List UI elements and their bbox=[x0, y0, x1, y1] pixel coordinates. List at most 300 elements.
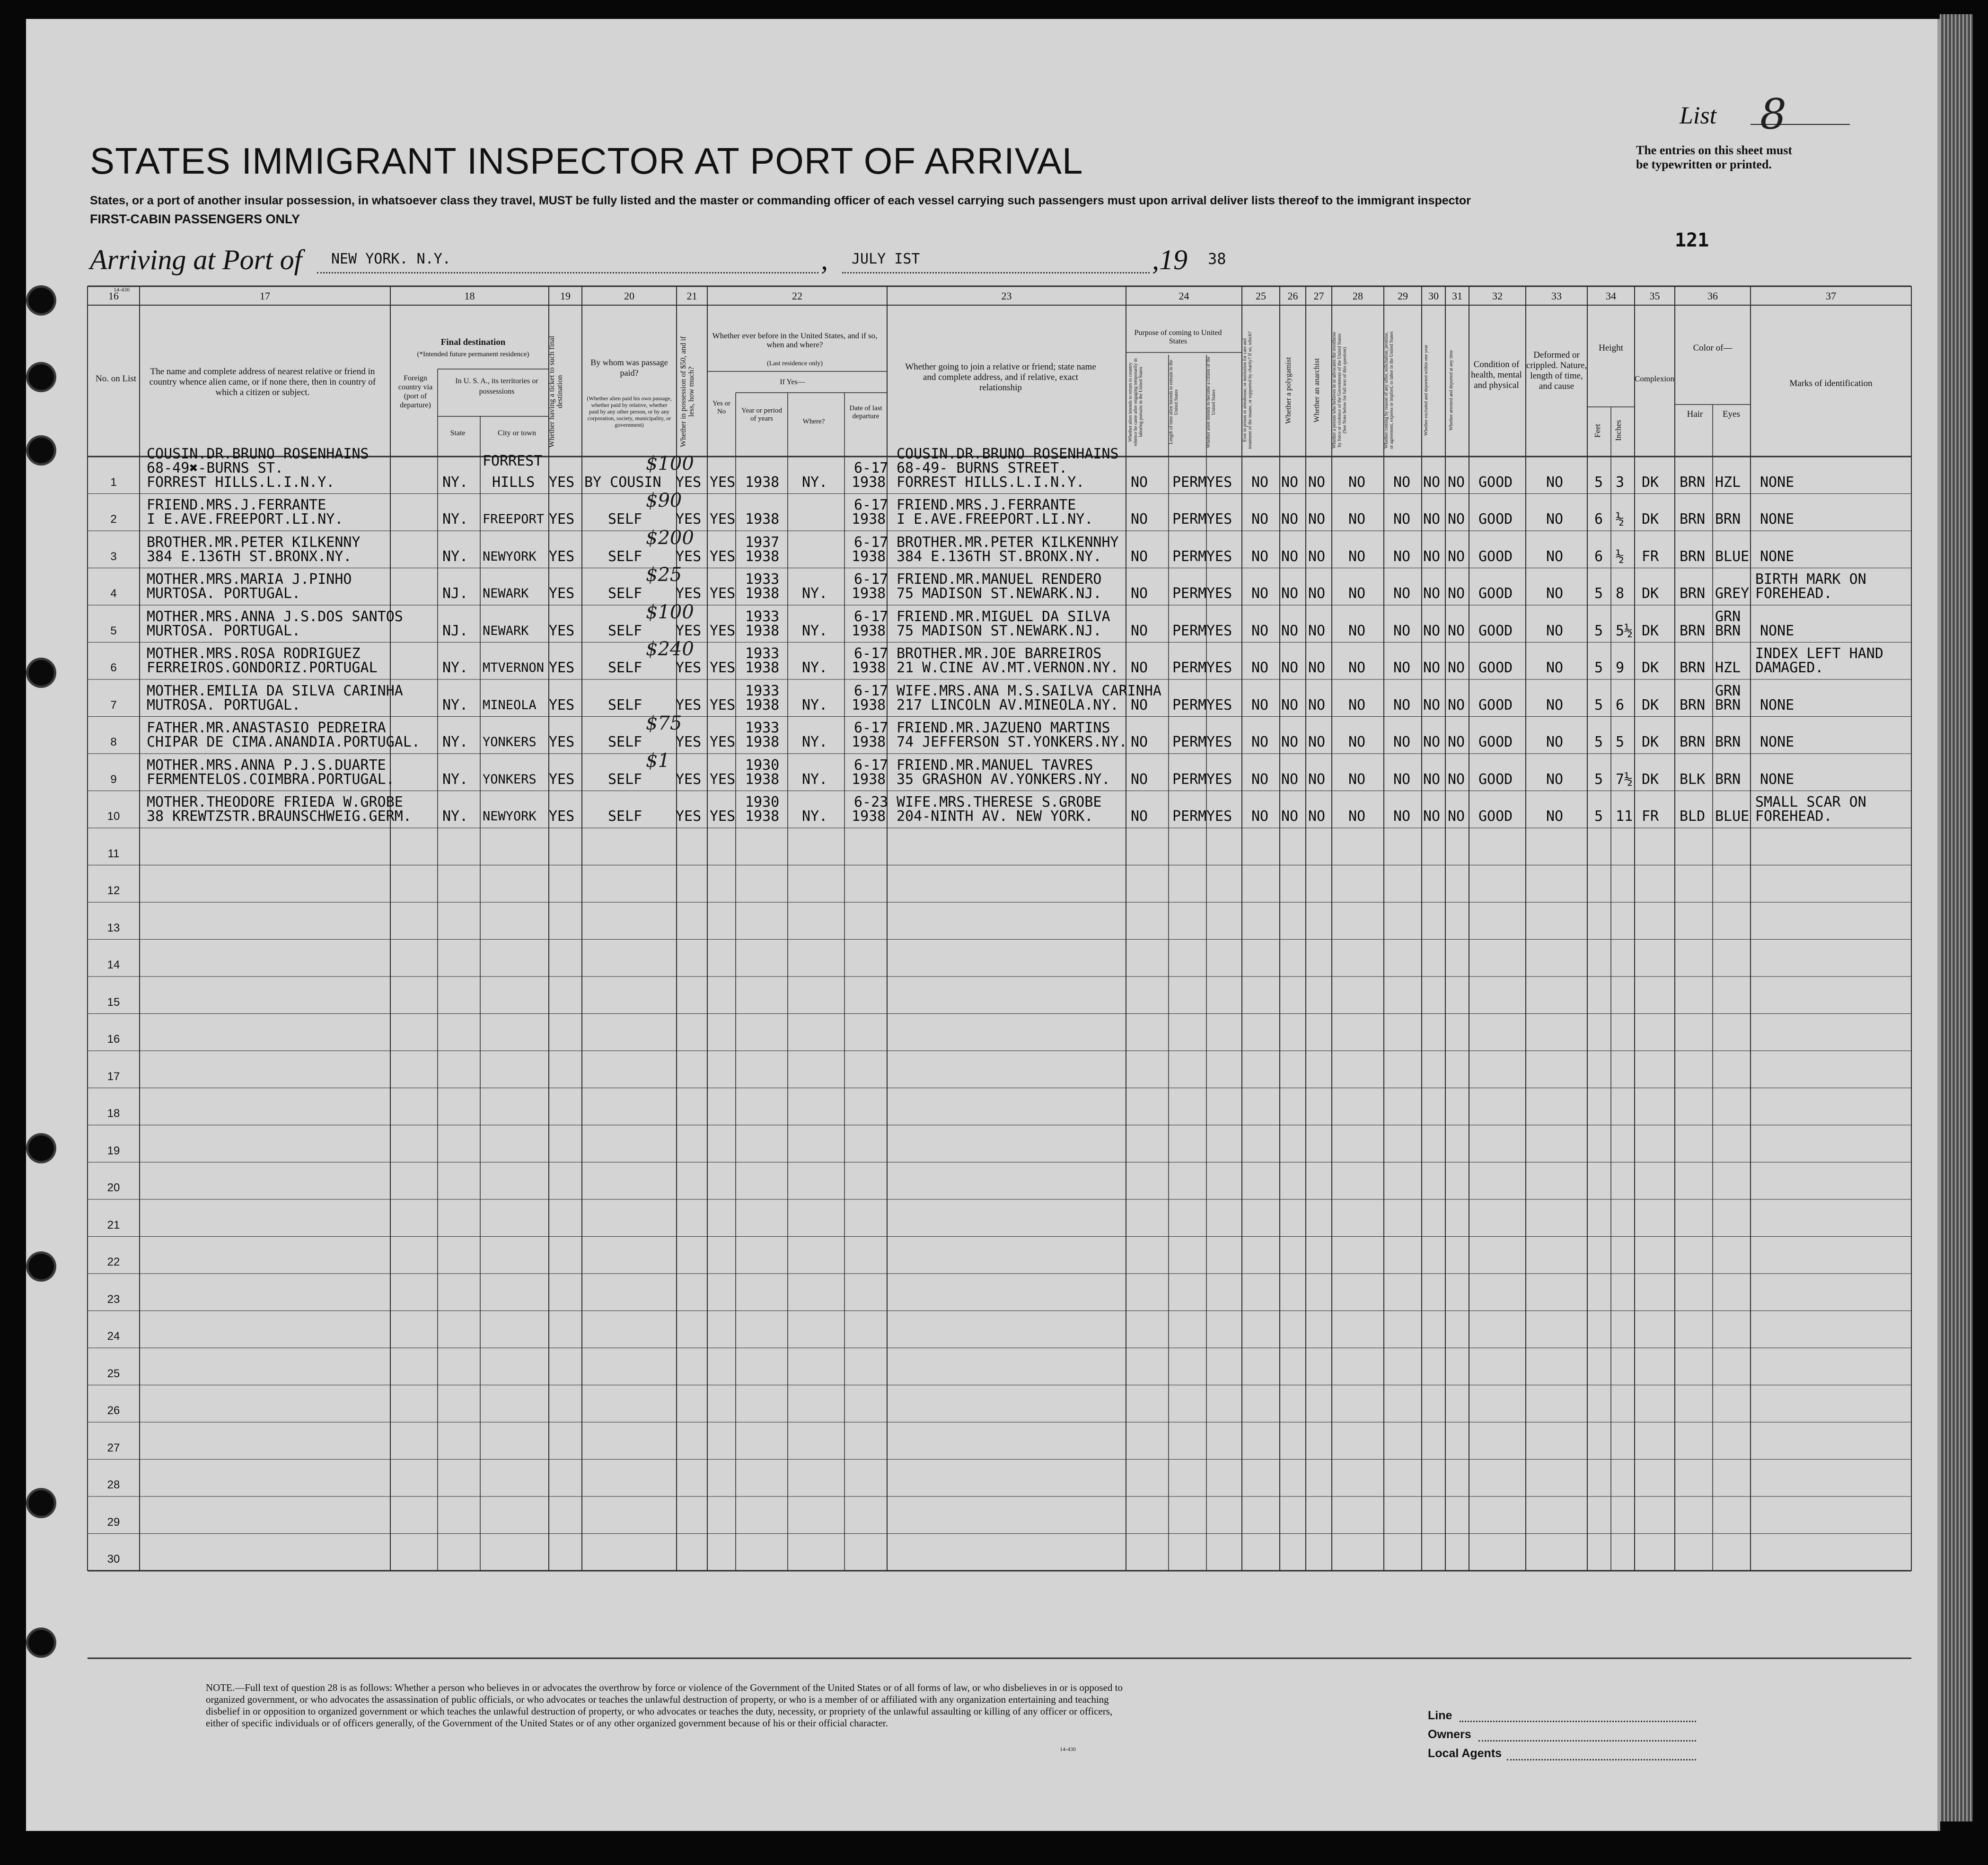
previous-year: 1930 bbox=[745, 757, 780, 774]
deformed-value: NO bbox=[1546, 585, 1564, 602]
form-number-top: 14-430 bbox=[114, 286, 130, 293]
row-number: 16 bbox=[107, 1033, 120, 1046]
row-number: 9 bbox=[110, 773, 117, 786]
health-value: GOOD bbox=[1478, 696, 1513, 713]
money-value: YES bbox=[676, 585, 702, 602]
header-col-36-hair: Hair bbox=[1687, 409, 1703, 419]
destination-city: FORREST bbox=[483, 452, 543, 469]
height-inches: ½ bbox=[1616, 511, 1625, 528]
relative-address: 68-49✖-BURNS ST. bbox=[147, 459, 283, 476]
joining-name: WIFE.MRS.ANA M.S.SAILVA CARINHA bbox=[897, 682, 1161, 699]
list-label: List bbox=[1680, 102, 1717, 129]
column-number: 21 bbox=[686, 290, 697, 302]
header-col-19: Whether having a ticket to such final destination bbox=[548, 335, 564, 448]
anarchist-value: NO bbox=[1308, 660, 1326, 676]
money-value: YES bbox=[676, 548, 702, 565]
header-col-36: Color of— bbox=[1693, 343, 1733, 353]
length-of-stay: PERM bbox=[1172, 474, 1207, 491]
departure-date: 6-17 bbox=[854, 571, 888, 588]
arrested-value: NO bbox=[1448, 511, 1465, 528]
destination-state: NY. bbox=[442, 474, 468, 491]
footer-owners-label: Owners bbox=[1428, 1728, 1471, 1741]
year-suffix: 38 bbox=[1208, 250, 1226, 268]
port-value: NEW YORK. N.Y. bbox=[331, 251, 451, 267]
header-col-17: The name and complete address of nearest relative or friend in country whence alien came, or if none there, then in country of which a citizen or subject. bbox=[149, 367, 376, 397]
hair-color: BLD bbox=[1680, 808, 1706, 825]
offer-value: NO bbox=[1393, 808, 1411, 825]
money-value: YES bbox=[676, 771, 702, 788]
column-number: 36 bbox=[1707, 290, 1718, 302]
length-of-stay: PERM bbox=[1172, 548, 1207, 565]
health-value: GOOD bbox=[1478, 511, 1513, 528]
been-in-us-value: YES bbox=[710, 622, 736, 639]
been-in-us-value: YES bbox=[710, 660, 736, 676]
previous-year: 1930 bbox=[745, 794, 780, 810]
polygamist-value: NO bbox=[1281, 696, 1299, 713]
overthrow-value: NO bbox=[1348, 808, 1366, 825]
health-value: GOOD bbox=[1478, 585, 1513, 602]
offer-value: NO bbox=[1393, 734, 1411, 750]
anarchist-value: NO bbox=[1308, 696, 1326, 713]
header-col-36-eyes: Eyes bbox=[1723, 409, 1740, 419]
prison-value: NO bbox=[1251, 734, 1269, 750]
column-number: 32 bbox=[1492, 290, 1503, 302]
eye-color: GREY bbox=[1715, 585, 1750, 602]
money-value: YES bbox=[676, 660, 702, 676]
relative-address: CHIPAR DE CIMA.ANANDIA.PORTUGAL. bbox=[147, 734, 420, 750]
row-number: 3 bbox=[110, 550, 117, 563]
polygamist-value: NO bbox=[1281, 734, 1299, 750]
header-col-22-yes-no: Yes or No bbox=[712, 400, 731, 415]
polygamist-value: NO bbox=[1281, 474, 1299, 491]
departure-year: 1938 bbox=[852, 734, 886, 750]
arrested-value: NO bbox=[1448, 660, 1465, 676]
purpose-value: NO bbox=[1131, 696, 1148, 713]
been-in-us-value: YES bbox=[710, 808, 736, 825]
prison-value: NO bbox=[1251, 511, 1269, 528]
row-number: 12 bbox=[107, 884, 120, 897]
handwritten-amount: $90 bbox=[646, 490, 682, 511]
arrested-value: NO bbox=[1448, 696, 1465, 713]
destination-city: NEWYORK bbox=[483, 809, 537, 824]
joining-name: WIFE.MRS.THERESE S.GROBE bbox=[897, 794, 1102, 810]
column-number: 29 bbox=[1398, 290, 1408, 302]
overthrow-value: NO bbox=[1348, 696, 1366, 713]
header-col-23: Whether going to join a relative or friend; state name and complete address, and if relative, exact relationship bbox=[905, 362, 1096, 393]
row-number: 8 bbox=[110, 736, 117, 748]
row-number: 15 bbox=[107, 995, 120, 1009]
prison-value: NO bbox=[1251, 585, 1269, 602]
intends-citizen: YES bbox=[1206, 622, 1232, 639]
column-number: 33 bbox=[1551, 290, 1562, 302]
anarchist-value: NO bbox=[1308, 622, 1326, 639]
ticket-value: YES bbox=[549, 585, 575, 602]
destination-state: NY. bbox=[442, 734, 468, 750]
passage-paid-by: BY COUSIN bbox=[584, 474, 661, 491]
column-number: 27 bbox=[1313, 290, 1324, 302]
overthrow-value: NO bbox=[1348, 511, 1366, 528]
where-value: NY. bbox=[802, 771, 828, 788]
column-number: 23 bbox=[1001, 290, 1012, 302]
polygamist-value: NO bbox=[1281, 548, 1299, 565]
header-col-26: Whether a polygamist bbox=[1284, 357, 1293, 424]
offer-value: NO bbox=[1393, 622, 1411, 639]
header-col-37: Marks of identification bbox=[1789, 378, 1873, 388]
row-number: 30 bbox=[107, 1553, 120, 1566]
deformed-value: NO bbox=[1546, 474, 1564, 491]
health-value: GOOD bbox=[1478, 771, 1513, 788]
column-number: 28 bbox=[1353, 290, 1363, 302]
deformed-value: NO bbox=[1546, 771, 1564, 788]
column-number: 17 bbox=[260, 290, 270, 302]
eye-color: BLUE bbox=[1715, 548, 1750, 565]
identification-marks-2: DAMAGED. bbox=[1755, 660, 1824, 676]
header-col-24-a: Whether alien intends to return to country whence he came after engaging temporarily in laboring pursuits in the United States bbox=[1128, 358, 1144, 446]
polygamist-value: NO bbox=[1281, 771, 1299, 788]
height-feet: 5 bbox=[1594, 622, 1603, 639]
anarchist-value: NO bbox=[1308, 771, 1326, 788]
excluded-value: NO bbox=[1423, 696, 1441, 713]
header-col-30: Whether excluded and deported within one year bbox=[1424, 344, 1429, 436]
joining-address: 35 GRASHON AV.YONKERS.NY. bbox=[897, 771, 1110, 788]
purpose-value: NO bbox=[1131, 511, 1148, 528]
previous-year: 1933 bbox=[745, 682, 780, 699]
departure-year: 1938 bbox=[852, 548, 886, 565]
polygamist-value: NO bbox=[1281, 585, 1299, 602]
row-number: 26 bbox=[107, 1404, 120, 1417]
destination-state: NY. bbox=[442, 808, 468, 825]
ticket-value: YES bbox=[549, 771, 575, 788]
row-number: 22 bbox=[107, 1256, 120, 1268]
identification-marks-2: FOREHEAD. bbox=[1755, 808, 1832, 825]
header-col-33: Deformed or crippled. Nature, length of time, and cause bbox=[1526, 350, 1587, 391]
row-number: 14 bbox=[107, 959, 120, 971]
departure-date: 6-17 bbox=[854, 757, 888, 774]
row-number: 19 bbox=[107, 1144, 120, 1157]
joining-address: 21 W.CINE AV.MT.VERNON.NY. bbox=[897, 660, 1119, 676]
where-value: NY. bbox=[802, 622, 828, 639]
complexion-value: DK bbox=[1642, 771, 1659, 788]
row-number: 27 bbox=[107, 1441, 120, 1454]
hair-color: BRN bbox=[1680, 696, 1706, 713]
header-col-18-us: In U. S. A., its territories or possessions bbox=[455, 377, 538, 396]
arrested-value: NO bbox=[1448, 808, 1465, 825]
height-inches: 9 bbox=[1616, 660, 1625, 676]
anarchist-value: NO bbox=[1308, 808, 1326, 825]
deformed-value: NO bbox=[1546, 622, 1564, 639]
anarchist-value: NO bbox=[1308, 511, 1326, 528]
anarchist-value: NO bbox=[1308, 548, 1326, 565]
year-prefix: ,19 bbox=[1152, 244, 1188, 275]
relative-name: BROTHER.MR.PETER KILKENNY bbox=[147, 534, 361, 551]
been-in-us-value: YES bbox=[710, 734, 736, 750]
height-feet: 5 bbox=[1594, 771, 1603, 788]
row-number: 2 bbox=[110, 513, 117, 526]
length-of-stay: PERM bbox=[1172, 622, 1207, 639]
column-number: 18 bbox=[464, 290, 475, 302]
where-value: NY. bbox=[802, 808, 828, 825]
been-in-us-value: YES bbox=[710, 548, 736, 565]
complexion-value: DK bbox=[1642, 622, 1659, 639]
header-col-20-sub: (Whether alien paid his own passage, whether paid by relative, whether paid by any other person, or by any corporation, society, municipality, or government) bbox=[587, 395, 672, 428]
excluded-value: NO bbox=[1423, 734, 1441, 750]
identification-marks: SMALL SCAR ON bbox=[1755, 794, 1866, 810]
deformed-value: NO bbox=[1546, 696, 1564, 713]
handwritten-amount: $100 bbox=[646, 452, 694, 475]
offer-value: NO bbox=[1393, 511, 1411, 528]
destination-state: NY. bbox=[442, 511, 468, 528]
prison-value: NO bbox=[1251, 771, 1269, 788]
ticket-value: YES bbox=[549, 734, 575, 750]
joining-address: 74 JEFFERSON ST.YONKERS.NY. bbox=[897, 734, 1127, 750]
row-number: 21 bbox=[107, 1218, 120, 1232]
joining-address: 384 E.136TH ST.BRONX.NY. bbox=[897, 548, 1102, 565]
excluded-value: NO bbox=[1423, 808, 1441, 825]
handwritten-amount: $1 bbox=[646, 749, 670, 772]
height-feet: 5 bbox=[1594, 808, 1603, 825]
joining-address: 75 MADISON ST.NEWARK.NJ. bbox=[897, 622, 1102, 639]
header-col-18-city: City or town bbox=[498, 429, 536, 437]
column-number: 24 bbox=[1179, 290, 1189, 302]
destination-state: NY. bbox=[442, 660, 468, 676]
joining-address: 68-49- BURNS STREET. bbox=[897, 459, 1068, 476]
form-number-bottom: 14-430 bbox=[1060, 1746, 1076, 1752]
destination-city: YONKERS bbox=[483, 772, 537, 787]
row-number: 7 bbox=[110, 698, 117, 712]
height-inches: 6 bbox=[1616, 696, 1625, 713]
hair-color: BRN bbox=[1680, 474, 1706, 491]
period-years: 1938 bbox=[745, 474, 780, 491]
polygamist-value: NO bbox=[1281, 660, 1299, 676]
period-years: 1938 bbox=[745, 585, 780, 602]
period-years: 1938 bbox=[745, 511, 780, 528]
destination-state: NY. bbox=[442, 771, 468, 788]
passage-paid-by: SELF bbox=[608, 771, 642, 788]
header-col-22-if-yes: If Yes— bbox=[780, 378, 805, 386]
header-col-22-year: Year or period of years bbox=[741, 407, 782, 422]
period-years: 1938 bbox=[745, 548, 780, 565]
destination-city: NEWYORK bbox=[483, 549, 537, 564]
destination-city-2: HILLS bbox=[492, 474, 535, 491]
departure-year: 1938 bbox=[852, 622, 886, 639]
previous-year: 1933 bbox=[745, 608, 780, 625]
arrested-value: NO bbox=[1448, 474, 1465, 491]
relative-name: MOTHER.THEODORE FRIEDA W.GROBE bbox=[147, 794, 403, 810]
been-in-us-value: YES bbox=[710, 696, 736, 713]
relative-address: I E.AVE.FREEPORT.LI.NY. bbox=[147, 511, 343, 528]
prison-value: NO bbox=[1251, 622, 1269, 639]
row-number: 18 bbox=[107, 1107, 120, 1120]
arrested-value: NO bbox=[1448, 622, 1465, 639]
passage-paid-by: SELF bbox=[608, 734, 642, 750]
header-col-34-feet: Feet bbox=[1593, 423, 1602, 438]
column-number: 25 bbox=[1256, 290, 1266, 302]
money-value: YES bbox=[676, 474, 702, 491]
departure-date: 6-17 bbox=[854, 497, 888, 513]
relative-city: FORREST HILLS.L.I.N.Y. bbox=[147, 474, 335, 491]
departure-year: 1938 bbox=[852, 511, 886, 528]
header-col-18-state: State bbox=[450, 429, 466, 437]
list-number: 8 bbox=[1760, 90, 1786, 139]
length-of-stay: PERM bbox=[1172, 808, 1207, 825]
footnote-question-28: NOTE.—Full text of question 28 is as follows: Whether a person who believes in or advocates the overthrow by force or violence of the Government of the United States or of all forms of law, or who disbelieves in or is opposed to organized government, or who advocates the assassination of public officials, or who advocates or teaches the unlawful destruction of property, or who is a member of or affiliated with any organization entertaining and teaching disbelief in or opposition to organized government or which teaches the unlawful destruction of property, or who advocates or teaches the duty, necessity, or propriety of the unlawful assaulting or killing of any officer or officers, either of specific individuals or of officers generally, of the Government of the United States or of any other organized government because of his or their official character. bbox=[206, 1682, 1123, 1729]
header-col-31: Whether arrested and deported at any time bbox=[1449, 350, 1454, 431]
header-col-29: Whether coming by reason of any offer, solicitation, promise, or agreement, express or implied, to labor in the United States bbox=[1384, 331, 1394, 449]
eye-color: BLUE bbox=[1715, 808, 1750, 825]
complexion-value: DK bbox=[1642, 474, 1659, 491]
relative-address: MURTOSA. PORTUGAL. bbox=[147, 622, 301, 639]
destination-state: NJ. bbox=[442, 585, 468, 602]
previous-year: 1933 bbox=[745, 720, 780, 736]
passage-paid-by: SELF bbox=[608, 548, 642, 565]
overthrow-value: NO bbox=[1348, 660, 1366, 676]
header-col-18-sub: (*Intended future permanent residence) bbox=[417, 351, 529, 358]
where-value: NY. bbox=[802, 696, 828, 713]
purpose-value: NO bbox=[1131, 474, 1148, 491]
joining-name: COUSIN.DR.BRUNO ROSENHAINS bbox=[897, 445, 1119, 462]
subtitle: States, or a port of another insular possession, in whatsoever class they travel, MUST be fully listed and the master or commanding officer of each vessel carrying such passengers must upon arrival deliver lists thereof to the immigrant inspector bbox=[90, 194, 1471, 207]
purpose-value: NO bbox=[1131, 622, 1148, 639]
height-inches: 5½ bbox=[1616, 622, 1633, 639]
intends-citizen: YES bbox=[1206, 808, 1232, 825]
ticket-value: YES bbox=[549, 660, 575, 676]
row-number: 4 bbox=[110, 587, 117, 600]
joining-address: 204-NINTH AV. NEW YORK. bbox=[897, 808, 1093, 825]
column-number: 30 bbox=[1428, 290, 1439, 302]
handwritten-amount: $75 bbox=[646, 713, 682, 734]
departure-date: 6-17 bbox=[854, 682, 888, 699]
header-no-on-list: No. on List bbox=[95, 374, 137, 384]
departure-year: 1938 bbox=[852, 696, 886, 713]
passage-paid-by: SELF bbox=[608, 808, 642, 825]
height-feet: 5 bbox=[1594, 734, 1603, 750]
cabin-class: FIRST-CABIN PASSENGERS ONLY bbox=[90, 212, 300, 226]
hair-color: BRN bbox=[1680, 734, 1706, 750]
joining-name: FRIEND.MR.JAZUENO MARTINS bbox=[897, 720, 1110, 736]
period-years: 1938 bbox=[745, 734, 780, 750]
column-number: 31 bbox=[1452, 290, 1462, 302]
overthrow-value: NO bbox=[1348, 622, 1366, 639]
period-years: 1938 bbox=[745, 622, 780, 639]
joining-name: FRIEND.MR.MANUEL TAVRES bbox=[897, 757, 1093, 774]
relative-address: FERREIROS.GONDORIZ.PORTUGAL bbox=[147, 660, 378, 676]
intends-citizen: YES bbox=[1206, 660, 1232, 676]
destination-city: NEWARK bbox=[483, 623, 529, 638]
eye-color: BRN bbox=[1715, 622, 1741, 639]
handwritten-amount: $200 bbox=[646, 527, 694, 549]
departure-year: 1938 bbox=[852, 808, 886, 825]
relative-name: FATHER.MR.ANASTASIO PEDREIRA bbox=[147, 720, 386, 736]
excluded-value: NO bbox=[1423, 585, 1441, 602]
prison-value: NO bbox=[1251, 696, 1269, 713]
header-col-18: Final destination bbox=[440, 337, 506, 347]
arrested-value: NO bbox=[1448, 771, 1465, 788]
arrested-value: NO bbox=[1448, 585, 1465, 602]
passage-paid-by: SELF bbox=[608, 585, 642, 602]
intends-citizen: YES bbox=[1206, 548, 1232, 565]
been-in-us-value: YES bbox=[710, 771, 736, 788]
header-col-34: Height bbox=[1599, 343, 1623, 353]
money-value: YES bbox=[676, 808, 702, 825]
column-number: 26 bbox=[1287, 290, 1298, 302]
destination-state: NJ. bbox=[442, 622, 468, 639]
health-value: GOOD bbox=[1478, 474, 1513, 491]
complexion-value: DK bbox=[1642, 734, 1659, 750]
joining-name: BROTHER.MR.PETER KILKENNHY bbox=[897, 534, 1119, 551]
eye-color: BRN bbox=[1715, 771, 1741, 788]
health-value: GOOD bbox=[1478, 622, 1513, 639]
previous-year: 1933 bbox=[745, 645, 780, 662]
sheet-number: 121 bbox=[1675, 229, 1709, 251]
relative-name: MOTHER.MRS.ROSA RODRIGUEZ bbox=[147, 645, 361, 662]
eye-color: BRN bbox=[1715, 734, 1741, 750]
destination-city: MINEOLA bbox=[483, 697, 537, 713]
height-feet: 5 bbox=[1594, 474, 1603, 491]
purpose-value: NO bbox=[1131, 808, 1148, 825]
intends-citizen: YES bbox=[1206, 474, 1232, 491]
purpose-value: NO bbox=[1131, 771, 1148, 788]
intends-citizen: YES bbox=[1206, 734, 1232, 750]
column-number: 22 bbox=[792, 290, 802, 302]
where-value: NY. bbox=[802, 474, 828, 491]
joining-name: FRIEND.MR.MIGUEL DA SILVA bbox=[897, 608, 1110, 625]
row-number: 24 bbox=[107, 1330, 120, 1343]
identification-marks: NONE bbox=[1760, 771, 1794, 788]
polygamist-value: NO bbox=[1281, 808, 1299, 825]
header-col-21: Whether in possession of $50, and if less, how much? bbox=[679, 336, 695, 447]
length-of-stay: PERM bbox=[1172, 660, 1207, 676]
header-col-24-c: Whether alien intends to become a citizen of the United States bbox=[1206, 356, 1216, 448]
height-feet: 6 bbox=[1594, 548, 1603, 565]
complexion-value: FR bbox=[1642, 808, 1659, 825]
overthrow-value: NO bbox=[1348, 548, 1366, 565]
relative-name: COUSIN.DR.BRUNO ROSENHAINS bbox=[147, 445, 369, 462]
prison-value: NO bbox=[1251, 808, 1269, 825]
row-number: 1 bbox=[110, 475, 117, 489]
joining-name: FRIEND.MRS.J.FERRANTE bbox=[897, 497, 1076, 513]
arrested-value: NO bbox=[1448, 548, 1465, 565]
header-col-22-sub: (Last residence only) bbox=[766, 360, 823, 367]
arriving-label: Arriving at Port of bbox=[90, 244, 302, 275]
ticket-value: YES bbox=[549, 696, 575, 713]
relative-name: MOTHER.MRS.MARIA J.PINHO bbox=[147, 571, 352, 588]
excluded-value: NO bbox=[1423, 511, 1441, 528]
header-col-20: By whom was passage paid? bbox=[590, 358, 668, 378]
passage-paid-by: SELF bbox=[608, 622, 642, 639]
passage-paid-by: SELF bbox=[608, 511, 642, 528]
height-inches: 7½ bbox=[1616, 771, 1633, 788]
joining-address: 217 LINCOLN AV.MINEOLA.NY. bbox=[897, 696, 1119, 713]
column-number: 35 bbox=[1649, 290, 1660, 302]
column-number: 19 bbox=[560, 290, 571, 302]
row-number: 5 bbox=[110, 624, 117, 637]
excluded-value: NO bbox=[1423, 474, 1441, 491]
health-value: GOOD bbox=[1478, 734, 1513, 750]
offer-value: NO bbox=[1393, 696, 1411, 713]
height-feet: 5 bbox=[1594, 696, 1603, 713]
row-number: 29 bbox=[107, 1515, 120, 1529]
entries-note: The entries on this sheet must be typewritten or printed. bbox=[1636, 143, 1793, 171]
ticket-value: YES bbox=[549, 474, 575, 491]
ticket-value: YES bbox=[549, 622, 575, 639]
been-in-us-value: YES bbox=[710, 474, 736, 491]
identification-marks: NONE bbox=[1760, 548, 1794, 565]
handwritten-amount: $25 bbox=[646, 564, 682, 586]
header-col-22-where: Where? bbox=[802, 418, 825, 425]
row-number: 17 bbox=[107, 1070, 120, 1083]
period-years: 1938 bbox=[745, 660, 780, 676]
row-number: 25 bbox=[107, 1367, 120, 1380]
